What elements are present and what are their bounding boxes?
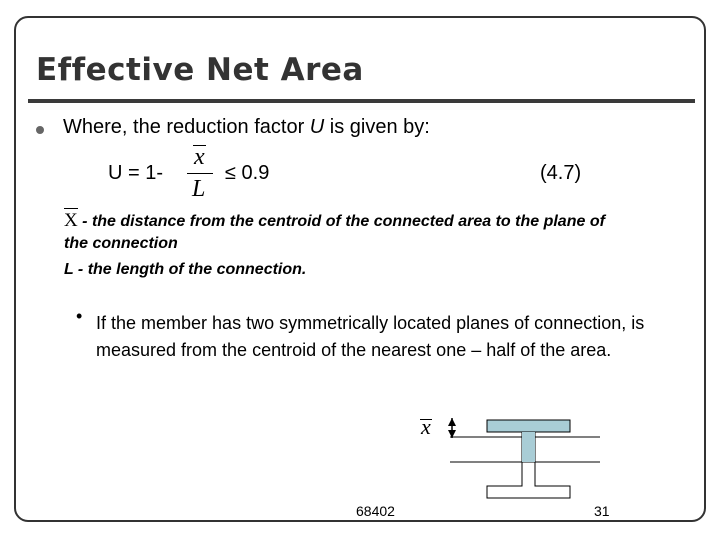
equation-lhs: U = 1- xyxy=(108,162,164,184)
x-definition-line2: the connection xyxy=(64,235,178,252)
sub-bullet-icon: • xyxy=(76,306,83,326)
slide-title: Effective Net Area xyxy=(36,52,364,88)
equation-limit: ≤ 0.9 xyxy=(225,162,270,184)
equation-number: (4.7) xyxy=(540,162,582,184)
intro-text-start: Where, the reduction factor xyxy=(63,116,310,138)
tee-flange xyxy=(487,420,570,432)
intro-variable-u: U xyxy=(309,116,325,138)
tee-stem xyxy=(522,432,535,462)
sub-bullet-text: If the member has two symmetrically located planes of connection, is measured from the centroid of the nearest one – half of the area. xyxy=(96,313,645,360)
footer-page-number: 68402 xyxy=(356,503,395,519)
fraction-denominator: L xyxy=(192,176,206,202)
diagram-x-label: x xyxy=(421,414,431,439)
dimension-arrow-up-icon xyxy=(448,418,456,426)
fraction-numerator: x xyxy=(194,144,205,170)
x-definition-text: - the distance from the centroid of the connected area to the plane of xyxy=(77,213,605,230)
footer-slide-number: 31 xyxy=(594,503,610,519)
x-bar-symbol: X xyxy=(64,210,78,231)
intro-text-end: is given by: xyxy=(324,116,430,138)
l-definition: L - the length of the connection. xyxy=(64,261,307,278)
